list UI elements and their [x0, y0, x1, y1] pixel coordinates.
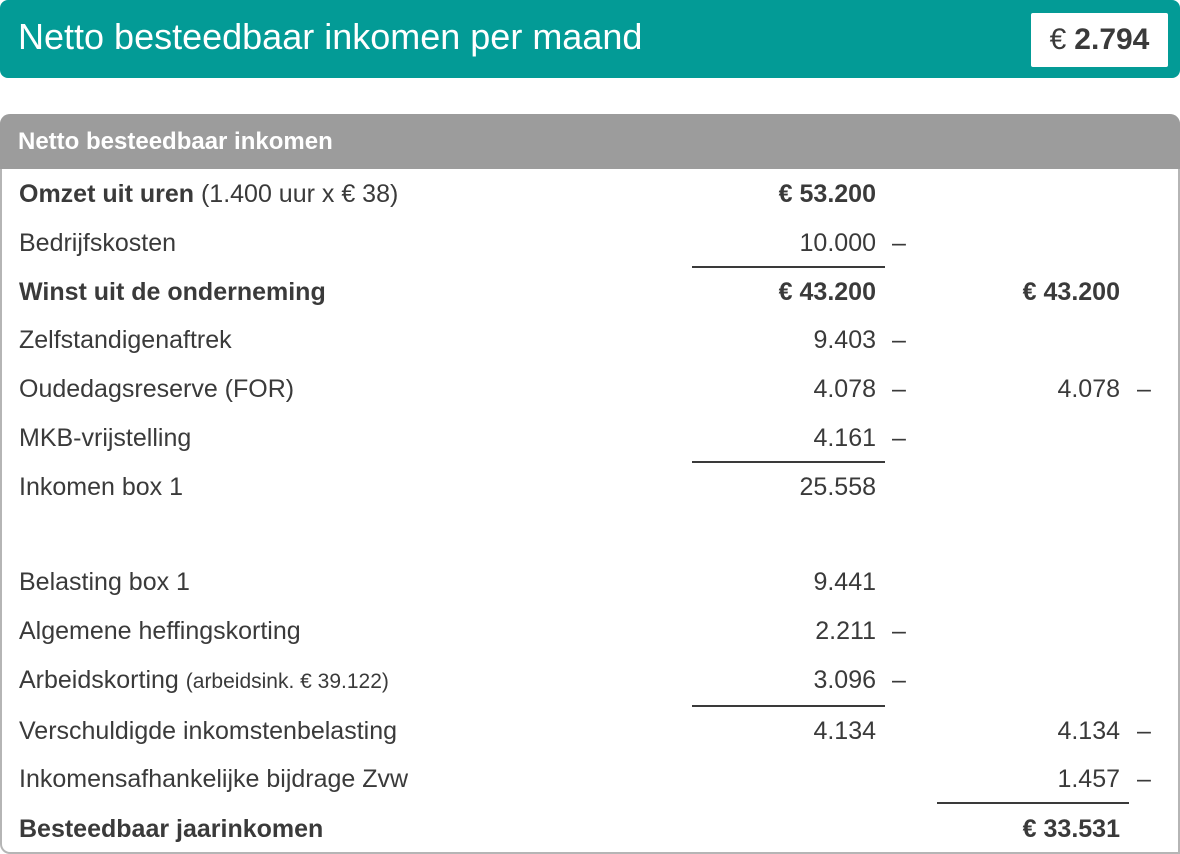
row-col1-minus: – [892, 229, 906, 257]
row-col1-value: 25.558 [799, 473, 876, 501]
row-col2-value: 4.134 [1057, 717, 1120, 745]
monthly-amount-badge [1031, 13, 1168, 67]
subtotal-rule [692, 266, 885, 268]
row-label: Winst uit de onderneming [19, 278, 326, 306]
row-label: Inkomensafhankelijke bijdrage Zvw [19, 765, 409, 793]
badge-amount: 2.794 [1074, 23, 1150, 56]
row-col1-value: 10.000 [799, 229, 876, 257]
row-oudedagsreserve [2, 369, 1180, 409]
row-col2-value: € 43.200 [1022, 278, 1120, 306]
panel-header [0, 114, 1180, 169]
row-col1-value: 3.096 [813, 666, 876, 694]
row-label: Inkomen box 1 [19, 473, 183, 501]
row-col2-value: 4.078 [1057, 375, 1120, 403]
row-arbeidskorting [2, 660, 1180, 700]
row-omzet [2, 174, 1180, 214]
row-col1-value: 9.441 [813, 568, 876, 596]
row-col1-minus: – [892, 375, 906, 403]
row-label: Arbeidskorting (arbeidsink. € 39.122) [19, 666, 389, 694]
row-col2-minus: – [1137, 765, 1151, 793]
header-title: Netto besteedbaar inkomen per maand [18, 16, 643, 57]
badge-currency: € [1049, 23, 1067, 56]
row-zelfstandigenaftrek [2, 320, 1180, 360]
subtotal-rule [692, 705, 885, 707]
row-label: Bedrijfskosten [19, 229, 177, 257]
header-banner [0, 0, 1180, 78]
row-col2-value: € 33.531 [1022, 815, 1120, 843]
row-col1-value: 4.161 [813, 424, 876, 452]
row-label: Algemene heffingskorting [19, 617, 301, 645]
row-mkb-vrijstelling [2, 418, 1180, 458]
row-label: MKB-vrijstelling [19, 424, 192, 452]
row-inkomen-box1 [2, 467, 1180, 507]
row-algemene-heffingskorting [2, 611, 1180, 651]
row-col1-value: 4.078 [813, 375, 876, 403]
row-col1-minus: – [892, 326, 906, 354]
row-label: Verschuldigde inkomstenbelasting [19, 717, 398, 745]
row-bijdrage-zvw [2, 759, 1180, 799]
row-col1-value: € 53.200 [778, 180, 876, 208]
row-verschuldigde-ib [2, 711, 1180, 751]
row-col2-value: 1.457 [1057, 765, 1120, 793]
row-winst [2, 272, 1180, 312]
row-label: Besteedbaar jaarinkomen [19, 815, 324, 843]
row-col1-value: € 43.200 [778, 278, 876, 306]
row-col1-value: 2.211 [815, 617, 876, 645]
subtotal-rule [692, 461, 885, 463]
row-col1-minus: – [892, 617, 906, 645]
row-col1-value: 4.134 [813, 717, 876, 745]
row-label: Omzet uit uren (1.400 uur x € 38) [19, 180, 399, 208]
total-rule [937, 802, 1129, 804]
row-label: Belasting box 1 [19, 568, 190, 596]
row-bedrijfskosten [2, 223, 1180, 263]
row-besteedbaar-jaarinkomen [2, 809, 1180, 849]
income-panel [0, 114, 1180, 854]
row-col1-value: 9.403 [813, 326, 876, 354]
panel-title: Netto besteedbaar inkomen [18, 128, 333, 155]
row-label: Zelfstandigenaftrek [19, 326, 232, 354]
row-col1-minus: – [892, 424, 906, 452]
row-col1-minus: – [892, 666, 906, 694]
row-belasting-box1 [2, 562, 1180, 602]
row-label: Oudedagsreserve (FOR) [19, 375, 295, 403]
row-col2-minus: – [1137, 717, 1151, 745]
row-col2-minus: – [1137, 375, 1151, 403]
